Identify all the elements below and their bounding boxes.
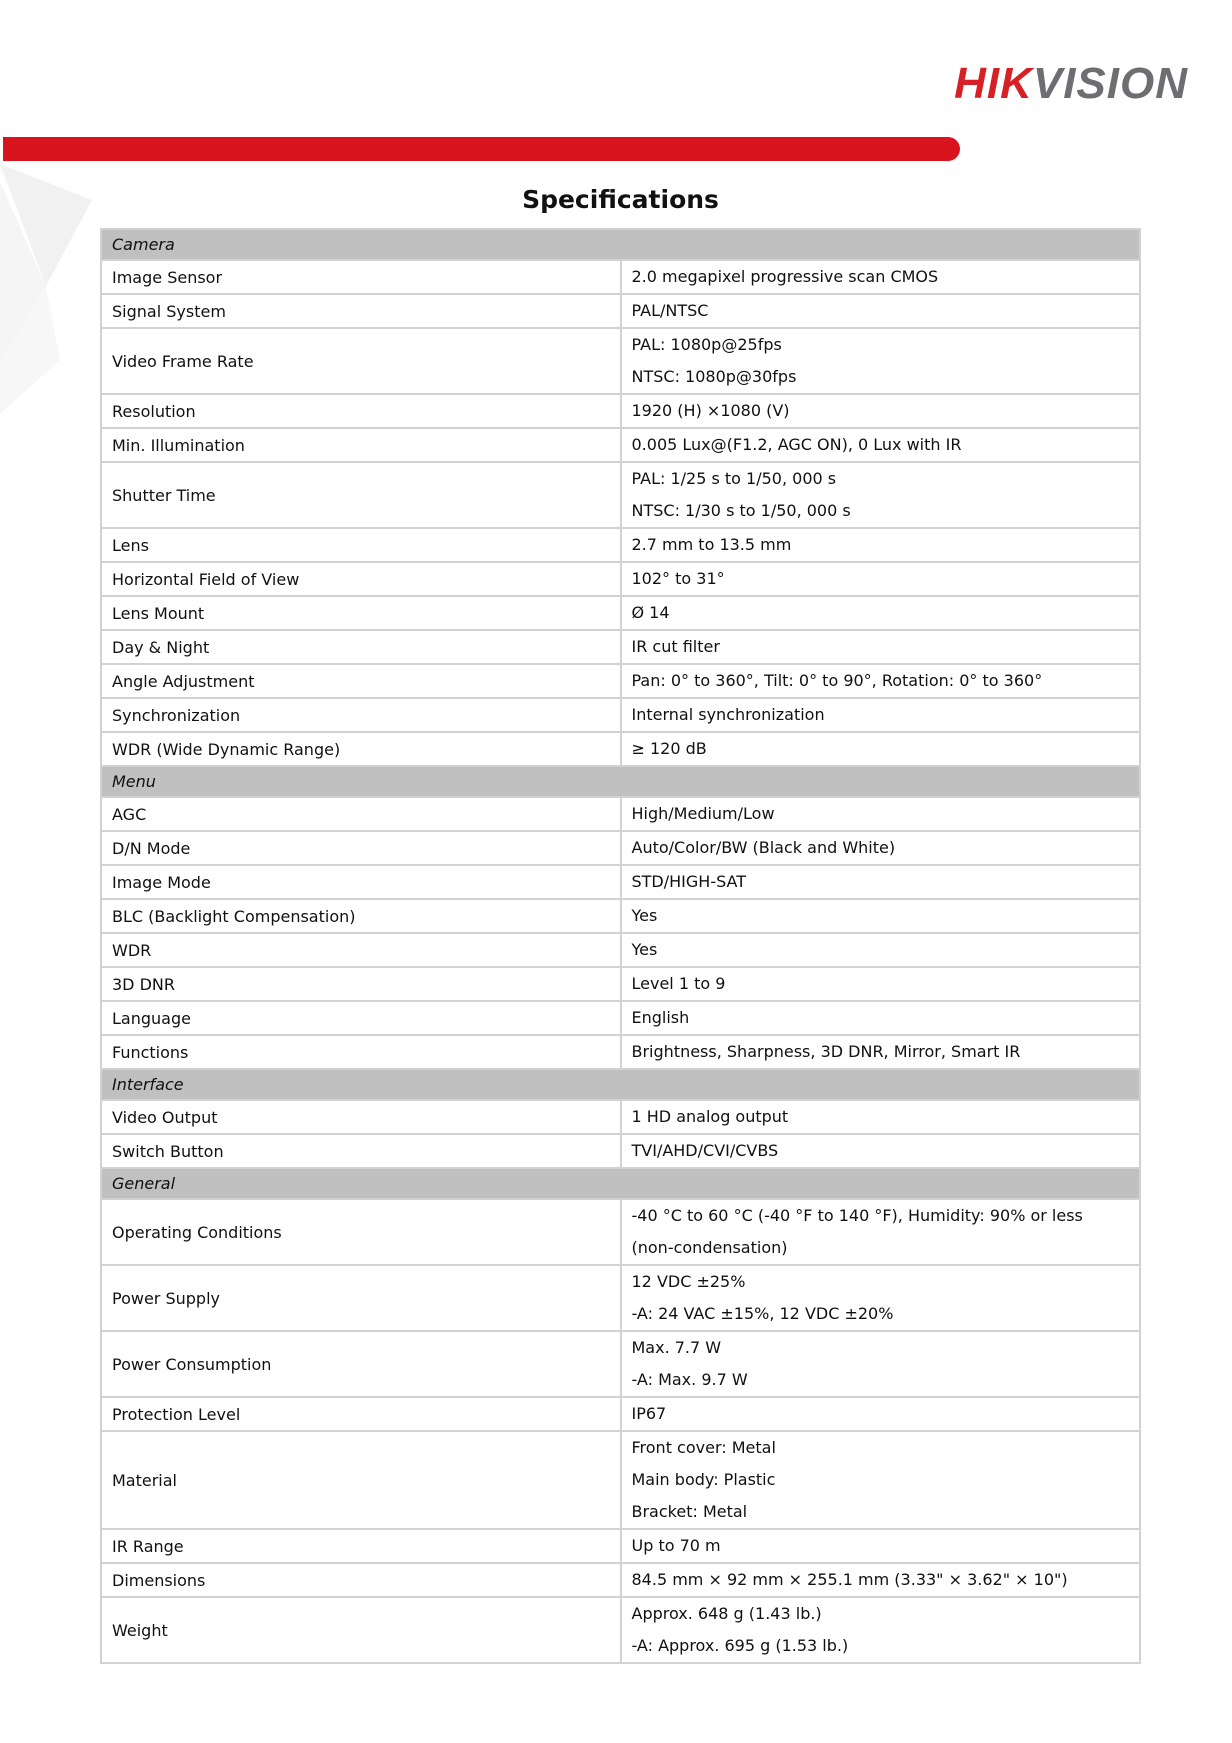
spec-value-line: PAL/NTSC [631, 301, 709, 320]
spec-value [621, 1265, 1141, 1331]
spec-value [621, 831, 1141, 865]
table-row [101, 260, 1140, 294]
spec-label: Horizontal Field of View [101, 562, 621, 596]
spec-value-line: 2.0 megapixel progressive scan CMOS [631, 267, 939, 286]
table-row [101, 394, 1140, 428]
spec-label: AGC [101, 797, 621, 831]
spec-label: Lens [101, 528, 621, 562]
spec-value-line: Yes [631, 940, 658, 959]
spec-label: Operating Conditions [101, 1199, 621, 1265]
spec-label: Image Sensor [101, 260, 621, 294]
spec-value [621, 1397, 1141, 1431]
spec-value [621, 1331, 1141, 1397]
table-row [101, 865, 1140, 899]
spec-label: D/N Mode [101, 831, 621, 865]
spec-value-line: 0.005 Lux@(F1.2, AGC ON), 0 Lux with IR [631, 435, 962, 454]
spec-value-line: Level 1 to 9 [631, 974, 726, 993]
spec-value [621, 1199, 1141, 1265]
table-row [101, 528, 1140, 562]
spec-value [621, 1001, 1141, 1035]
table-row [101, 831, 1140, 865]
spec-value [621, 1035, 1141, 1069]
spec-label: Power Supply [101, 1265, 621, 1331]
table-row [101, 698, 1140, 732]
spec-label: WDR [101, 933, 621, 967]
spec-value [621, 428, 1141, 462]
table-row [101, 1134, 1140, 1168]
section-title: Camera [101, 229, 1140, 260]
spec-value [621, 865, 1141, 899]
spec-value [621, 462, 1141, 528]
spec-value-line: Pan: 0° to 360°, Tilt: 0° to 90°, Rotation: 0° to 360° [631, 671, 1043, 690]
page-title: Specifications [522, 185, 719, 214]
spec-table [100, 228, 1141, 1664]
spec-label: Video Output [101, 1100, 621, 1134]
table-row [101, 664, 1140, 698]
spec-value [621, 899, 1141, 933]
section-title: Interface [101, 1069, 1140, 1100]
spec-label: Signal System [101, 294, 621, 328]
hikvision-logo [954, 59, 1188, 108]
spec-value-line: NTSC: 1/30 s to 1/50, 000 s [631, 501, 851, 520]
spec-label: Functions [101, 1035, 621, 1069]
logo-text-hik: HIK [954, 59, 1033, 108]
spec-value [621, 732, 1141, 766]
spec-label: Protection Level [101, 1397, 621, 1431]
spec-value [621, 562, 1141, 596]
spec-value [621, 394, 1141, 428]
spec-value [621, 260, 1141, 294]
spec-value [621, 933, 1141, 967]
spec-label: Power Consumption [101, 1331, 621, 1397]
spec-value-line: -A: Max. 9.7 W [631, 1370, 748, 1389]
spec-label: 3D DNR [101, 967, 621, 1001]
spec-value-line: 84.5 mm × 92 mm × 255.1 mm (3.33" × 3.62" × 10") [631, 1570, 1068, 1589]
spec-label: Dimensions [101, 1563, 621, 1597]
spec-value [621, 328, 1141, 394]
spec-value [621, 630, 1141, 664]
table-row [101, 1529, 1140, 1563]
table-row [101, 933, 1140, 967]
table-row [101, 562, 1140, 596]
spec-value-line: IR cut filter [631, 637, 720, 656]
spec-value-line: -A: 24 VAC ±15%, 12 VDC ±20% [631, 1304, 894, 1323]
spec-value-line: 2.7 mm to 13.5 mm [631, 535, 792, 554]
spec-value-line: Ø 14 [631, 603, 670, 622]
table-row [101, 630, 1140, 664]
table-row [101, 1563, 1140, 1597]
table-row [101, 732, 1140, 766]
spec-value [621, 1100, 1141, 1134]
spec-label: Synchronization [101, 698, 621, 732]
spec-value-line: Approx. 648 g (1.43 lb.) [631, 1604, 822, 1623]
spec-value-line: Max. 7.7 W [631, 1338, 722, 1357]
spec-value-line: Auto/Color/BW (Black and White) [631, 838, 896, 857]
spec-value-line: TVI/AHD/CVI/CVBS [631, 1141, 779, 1160]
spec-label: Weight [101, 1597, 621, 1663]
table-row [101, 1431, 1140, 1529]
spec-value-line: High/Medium/Low [631, 804, 775, 823]
spec-value [621, 698, 1141, 732]
table-row [101, 1397, 1140, 1431]
table-row [101, 462, 1140, 528]
spec-label: Image Mode [101, 865, 621, 899]
spec-label: Day & Night [101, 630, 621, 664]
spec-value-line: 102° to 31° [631, 569, 725, 588]
spec-label: Resolution [101, 394, 621, 428]
table-row [101, 1199, 1140, 1265]
spec-value-line: Bracket: Metal [631, 1502, 748, 1521]
spec-value [621, 1529, 1141, 1563]
spec-value-line: IP67 [631, 1404, 667, 1423]
table-row [101, 1001, 1140, 1035]
spec-value-line: English [631, 1008, 690, 1027]
spec-value [621, 967, 1141, 1001]
section-header-interface [101, 1069, 1140, 1100]
spec-value-line: STD/HIGH-SAT [631, 872, 747, 891]
table-row [101, 1597, 1140, 1663]
spec-label: Lens Mount [101, 596, 621, 630]
spec-value-line: -40 °C to 60 °C (-40 °F to 140 °F), Humidity: 90% or less (non-condensation) [631, 1206, 1083, 1257]
spec-value-line: Yes [631, 906, 658, 925]
spec-label: BLC (Backlight Compensation) [101, 899, 621, 933]
spec-value [621, 1431, 1141, 1529]
section-header-general [101, 1168, 1140, 1199]
spec-label: Video Frame Rate [101, 328, 621, 394]
table-row [101, 967, 1140, 1001]
section-title: General [101, 1168, 1140, 1199]
spec-value-line: Main body: Plastic [631, 1470, 776, 1489]
spec-value [621, 294, 1141, 328]
spec-value [621, 797, 1141, 831]
table-row [101, 1035, 1140, 1069]
spec-value-line: Up to 70 m [631, 1536, 721, 1555]
spec-value-line: Internal synchronization [631, 705, 825, 724]
spec-label: Shutter Time [101, 462, 621, 528]
logo-text-vision: VISION [1032, 59, 1188, 108]
spec-label: Switch Button [101, 1134, 621, 1168]
spec-value [621, 1597, 1141, 1663]
spec-value-line: Front cover: Metal [631, 1438, 776, 1457]
spec-value-line: 12 VDC ±25% [631, 1272, 746, 1291]
table-row [101, 428, 1140, 462]
table-row [101, 1331, 1140, 1397]
spec-label: Material [101, 1431, 621, 1529]
spec-value [621, 1563, 1141, 1597]
spec-label: Angle Adjustment [101, 664, 621, 698]
spec-value-line: -A: Approx. 695 g (1.53 lb.) [631, 1636, 849, 1655]
table-row [101, 899, 1140, 933]
section-header-camera [101, 229, 1140, 260]
spec-value-line: 1 HD analog output [631, 1107, 789, 1126]
table-row [101, 294, 1140, 328]
spec-value-line: PAL: 1/25 s to 1/50, 000 s [631, 469, 837, 488]
header-red-bar [3, 137, 960, 161]
spec-value [621, 1134, 1141, 1168]
spec-label: IR Range [101, 1529, 621, 1563]
spec-value-line: 1920 (H) ×1080 (V) [631, 401, 790, 420]
spec-value-line: Brightness, Sharpness, 3D DNR, Mirror, Smart IR [631, 1042, 1021, 1061]
spec-value-line: PAL: 1080p@25fps [631, 335, 782, 354]
table-row [101, 797, 1140, 831]
watermark-shape-icon [0, 164, 100, 414]
table-row [101, 1265, 1140, 1331]
section-title: Menu [101, 766, 1140, 797]
spec-label: WDR (Wide Dynamic Range) [101, 732, 621, 766]
spec-value [621, 664, 1141, 698]
spec-value [621, 528, 1141, 562]
spec-label: Min. Illumination [101, 428, 621, 462]
section-header-menu [101, 766, 1140, 797]
spec-value [621, 596, 1141, 630]
table-row [101, 596, 1140, 630]
spec-value-line: ≥ 120 dB [631, 739, 707, 758]
table-row [101, 328, 1140, 394]
spec-value-line: NTSC: 1080p@30fps [631, 367, 797, 386]
spec-label: Language [101, 1001, 621, 1035]
table-row [101, 1100, 1140, 1134]
